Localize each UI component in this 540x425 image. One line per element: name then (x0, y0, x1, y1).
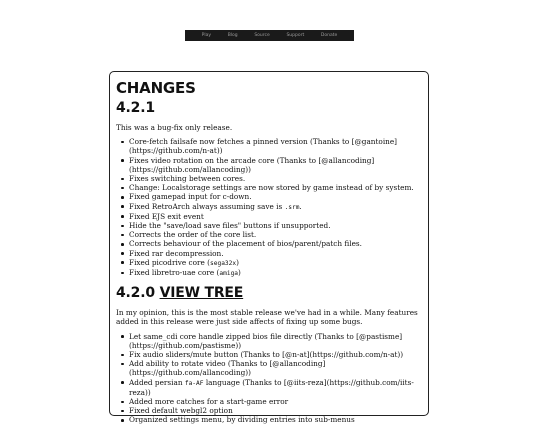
release-notes-4-2-0 (116, 332, 422, 425)
list-item: Fixed gamepad input for c-down. (129, 192, 422, 201)
list-item-punctuation: . (299, 201, 302, 211)
view-tree-link[interactable]: VIEW TREE (159, 285, 244, 302)
list-item-text: language (Thanks to [@iits-reza](https://github.com/iits-reza)) (129, 377, 414, 397)
nav-item-support[interactable]: Support (286, 33, 305, 38)
list-item (129, 258, 422, 268)
changelog-card (109, 71, 429, 425)
list-item: Fixed default webgl2 option (129, 406, 422, 415)
list-item-text: Fixed picodrive core ( (129, 257, 211, 267)
release-intro-4-2-1: This was a bug-fix only release. (116, 123, 233, 132)
list-item (129, 378, 422, 397)
inline-code: sega32x (210, 259, 237, 267)
list-item: Corrects behaviour of the placement of bios/parent/patch files. (129, 239, 422, 248)
list-item: Let same_cdi core handle zipped bios file directly (Thanks to [@pastisme](https://github.com/pastisme)) (129, 332, 422, 350)
list-item: Organized settings menu, by dividing entries into sub-menus (129, 415, 422, 424)
list-item-text: Fixed libretro-uae core ( (129, 268, 220, 278)
list-item-text: Added persian (129, 377, 185, 387)
nav-item-blog[interactable]: Blog (227, 33, 238, 38)
list-item: Fixed EJS exit event (129, 212, 422, 221)
list-item (129, 202, 422, 212)
inline-code: amiga (219, 270, 239, 278)
inline-code: .srm (284, 203, 300, 211)
release-notes-4-2-1 (116, 137, 422, 278)
list-item: Add ability to rotate video (Thanks to [@allancoding](https://github.com/allancoding)) (129, 359, 422, 377)
list-item-punctuation: ) (236, 257, 239, 267)
version-number: 4.2.0 (116, 285, 155, 302)
nav-item-donate[interactable]: Donate (320, 33, 338, 38)
list-item: Fixed rar decompression. (129, 249, 422, 258)
list-item: Added more catches for a start-game error (129, 397, 422, 406)
list-item: Fix audio sliders/mute button (Thanks to [@n-at](https://github.com/n-at)) (129, 350, 422, 359)
list-item: Change: Localstorage settings are now stored by game instead of by system. (129, 183, 422, 192)
list-item-punctuation: ) (238, 268, 241, 278)
nav-item-play[interactable]: Play (201, 33, 212, 38)
list-item: Fixes switching between cores. (129, 174, 422, 183)
nav-item-source[interactable]: Source (254, 33, 270, 38)
top-navigation (185, 30, 354, 41)
version-heading-4-2-0 (116, 285, 422, 302)
list-item-text: Fixed RetroArch always assuming save is (129, 201, 285, 211)
release-intro-4-2-0: In my opinion, this is the most stable release we've had in a while. Many features added in this release were just side affects of fixing up some bugs. (116, 308, 418, 327)
list-item: Core-fetch failsafe now fetches a pinned version (Thanks to [@gantoine](https://github.com/n-at)) (129, 137, 422, 155)
list-item: Fixes video rotation on the arcade core (Thanks to [@allancoding](https://github.com/allancoding)) (129, 156, 422, 174)
page-title: CHANGES (116, 79, 196, 97)
version-heading-4-2-1: 4.2.1 (116, 100, 155, 116)
list-item (129, 268, 422, 278)
list-item: Hide the "save/load save files" buttons if unsupported. (129, 221, 422, 230)
list-item: Corrects the order of the core list. (129, 230, 422, 239)
inline-code: fa-AF (184, 379, 204, 387)
